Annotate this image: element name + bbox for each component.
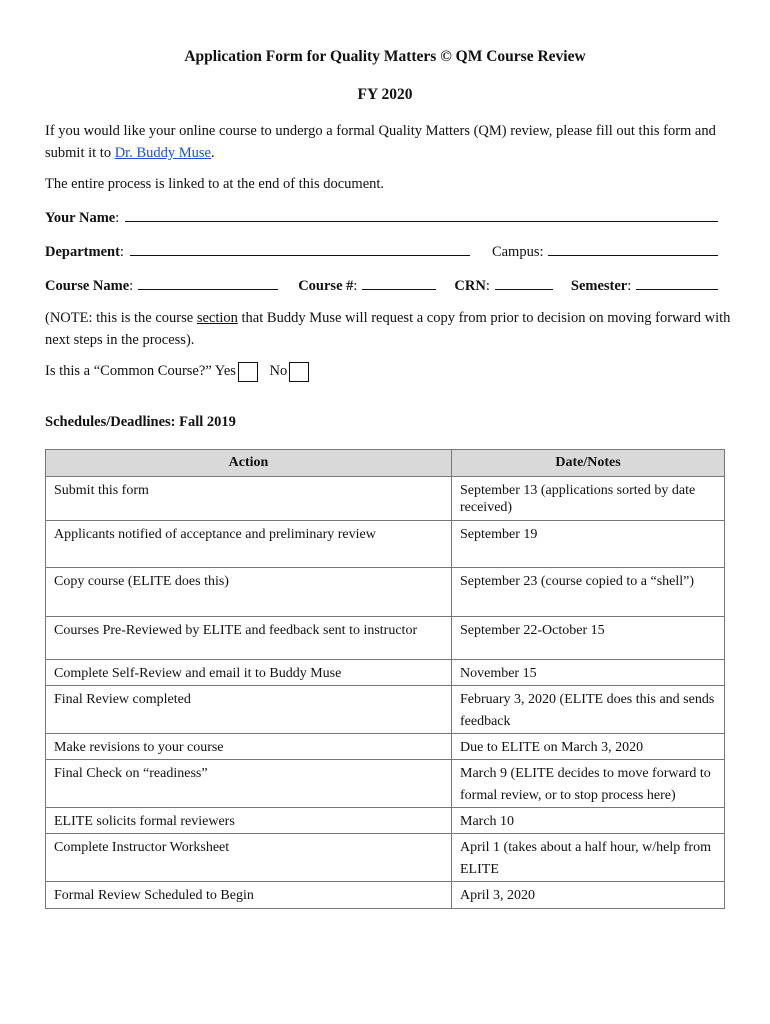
action-cell: Make revisions to your course bbox=[46, 734, 452, 760]
intro-period: . bbox=[210, 145, 215, 161]
note-text-after: that Buddy Muse will request a copy from prior to decision on moving forward with next steps in the process). bbox=[45, 310, 731, 348]
date-cell: April 3, 2020 bbox=[452, 882, 725, 909]
note-text-before: (NOTE: this is the course bbox=[45, 310, 197, 326]
table-row bbox=[46, 808, 725, 834]
date-cell: February 3, 2020 (ELITE does this and sends feedback bbox=[452, 686, 725, 734]
table-row bbox=[46, 477, 725, 521]
name-colon: : bbox=[115, 210, 120, 226]
action-cell: ELITE solicits formal reviewers bbox=[46, 808, 452, 834]
crn-label: CRN bbox=[454, 278, 486, 294]
action-cell: Final Review completed bbox=[46, 686, 452, 734]
crn-field[interactable] bbox=[495, 275, 553, 290]
date-cell: Due to ELITE on March 3, 2020 bbox=[452, 734, 725, 760]
action-cell: Formal Review Scheduled to Begin bbox=[46, 882, 452, 909]
table-row bbox=[46, 760, 725, 808]
date-cell: September 13 (applications sorted by date received) bbox=[452, 477, 725, 521]
course-name-label: Course Name bbox=[45, 278, 130, 294]
action-cell: Final Check on “readiness” bbox=[46, 760, 452, 808]
table-row bbox=[46, 834, 725, 882]
no-label: No bbox=[269, 363, 288, 379]
section-note bbox=[45, 307, 735, 351]
table-row bbox=[46, 617, 725, 660]
common-course-question: Is this a “Common Course?” Yes bbox=[45, 363, 236, 379]
date-cell: September 23 (course copied to a “shell”) bbox=[452, 568, 725, 617]
intro-text: If you would like your online course to undergo a formal Quality Matters (QM) review, please fill out this form and submit it to bbox=[45, 123, 716, 161]
name-field[interactable] bbox=[125, 207, 718, 222]
action-cell: Applicants notified of acceptance and preliminary review bbox=[46, 521, 452, 568]
yes-checkbox[interactable] bbox=[238, 362, 258, 382]
campus-label: Campus: bbox=[491, 244, 544, 260]
table-row bbox=[46, 882, 725, 909]
semester-colon: : bbox=[627, 278, 632, 294]
course-num-colon: : bbox=[353, 278, 358, 294]
date-cell: September 19 bbox=[452, 521, 725, 568]
table-row bbox=[46, 568, 725, 617]
schedule-table bbox=[45, 449, 725, 909]
action-cell: Complete Self-Review and email it to Buddy Muse bbox=[46, 660, 452, 686]
column-header-action: Action bbox=[46, 450, 452, 477]
action-cell: Copy course (ELITE does this) bbox=[46, 568, 452, 617]
table-row bbox=[46, 686, 725, 734]
table-header-row bbox=[46, 450, 725, 477]
name-label: Your Name bbox=[45, 210, 116, 226]
table-row bbox=[46, 521, 725, 568]
course-name-colon: : bbox=[129, 278, 134, 294]
table-row bbox=[46, 734, 725, 760]
note-underlined: section bbox=[196, 310, 238, 326]
department-label: Department bbox=[45, 244, 120, 260]
course-name-field[interactable] bbox=[138, 275, 278, 290]
department-colon: : bbox=[119, 244, 124, 260]
date-cell: April 1 (takes about a half hour, w/help from ELITE bbox=[452, 834, 725, 882]
fiscal-year: FY 2020 bbox=[357, 86, 413, 103]
action-cell: Complete Instructor Worksheet bbox=[46, 834, 452, 882]
form-title: Application Form for Quality Matters © QM Course Review bbox=[184, 48, 586, 65]
date-cell: November 15 bbox=[452, 660, 725, 686]
action-cell: Submit this form bbox=[46, 477, 452, 521]
schedule-heading: Schedules/Deadlines: Fall 2019 bbox=[45, 414, 236, 430]
table-row bbox=[46, 660, 725, 686]
department-field[interactable] bbox=[130, 241, 470, 256]
course-row bbox=[45, 275, 718, 295]
process-note: The entire process is linked to at the end of this document. bbox=[45, 176, 385, 192]
action-cell: Courses Pre-Reviewed by ELITE and feedback sent to instructor bbox=[46, 617, 452, 660]
date-cell: September 22-October 15 bbox=[452, 617, 725, 660]
department-row bbox=[45, 241, 718, 261]
column-header-date: Date/Notes bbox=[452, 450, 725, 477]
semester-field[interactable] bbox=[636, 275, 718, 290]
date-cell: March 10 bbox=[452, 808, 725, 834]
crn-colon: : bbox=[485, 278, 490, 294]
campus-field[interactable] bbox=[548, 241, 719, 256]
intro-paragraph bbox=[45, 120, 735, 164]
common-course-row bbox=[45, 360, 309, 382]
no-checkbox[interactable] bbox=[289, 362, 309, 382]
semester-label: Semester bbox=[570, 278, 628, 294]
course-num-label: Course # bbox=[298, 278, 354, 294]
date-cell: March 9 (ELITE decides to move forward to formal review, or to stop process here) bbox=[452, 760, 725, 808]
name-row bbox=[45, 207, 718, 227]
contact-link[interactable]: Dr. Buddy Muse bbox=[114, 145, 211, 161]
course-num-field[interactable] bbox=[362, 275, 436, 290]
